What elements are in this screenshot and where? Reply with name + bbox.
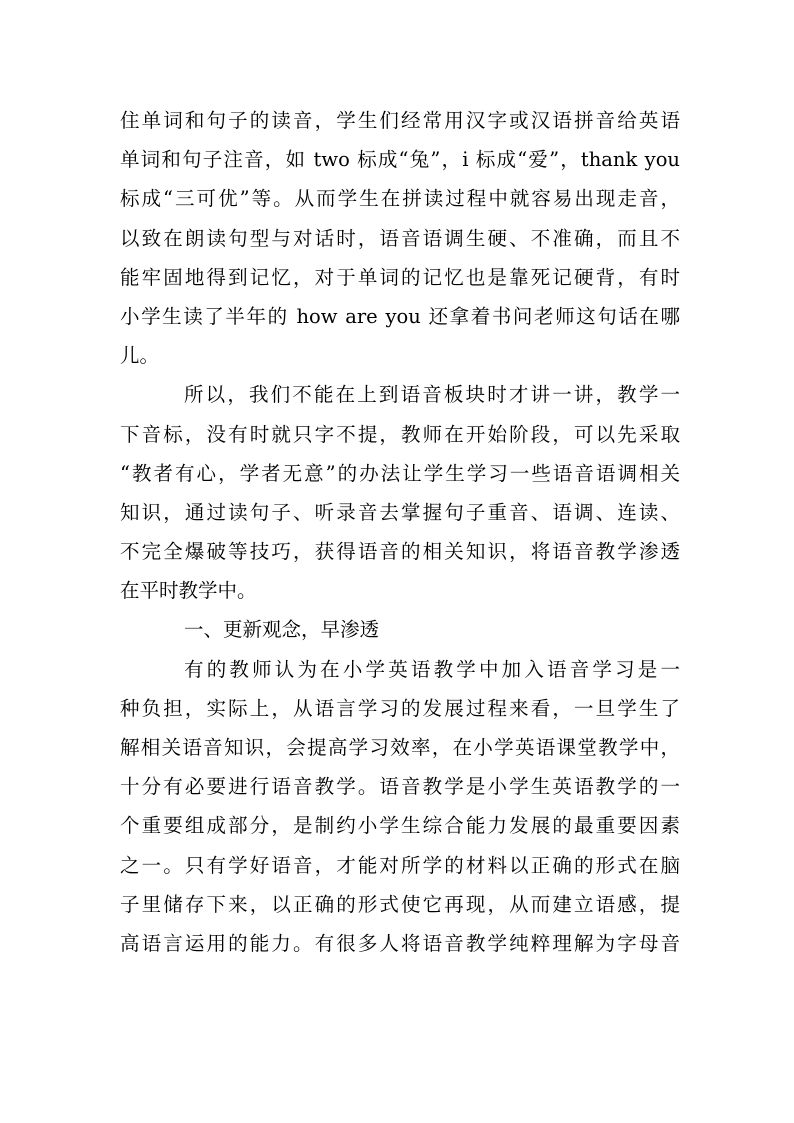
- text-line-19: 个重要组成部分，是制约小学生综合能力发展的最重要因素: [120, 814, 680, 838]
- text-line-10: “教者有心，学者无意”的办法让学生学习一些语音语调相关: [120, 461, 680, 485]
- section-heading: 一、更新观念，早渗透: [184, 618, 380, 642]
- text-line-11: 知识，通过读句子、听录音去掌握句子重音、语调、连读、: [120, 500, 680, 524]
- text-line-5: 能牢固地得到记忆，对于单词的记忆也是靠死记硬背，有时: [120, 265, 680, 289]
- document-body: [120, 101, 680, 963]
- text-line-9: 下音标，没有时就只字不提，教师在开始阶段，可以先采取: [120, 422, 680, 446]
- text-line-3: 标成“三可优”等。从而学生在拼读过程中就容易出现走音，: [120, 187, 680, 211]
- paragraph-start-line-15: 有的教师认为在小学英语教学中加入语音学习是一: [184, 657, 680, 681]
- text-line-21: 子里储存下来，以正确的形式使它再现，从而建立语感，提: [120, 892, 680, 916]
- text-line-17: 解相关语音知识，会提高学习效率，在小学英语课堂教学中，: [120, 736, 680, 759]
- text-line-2: 单词和句子注音，如 two 标成“兔”，i 标成“爱”，thank you: [120, 148, 680, 172]
- text-line-22: 高语言运用的能力。有很多人将语音教学纯粹理解为字母音: [120, 931, 680, 955]
- paragraph-start-line-8: 所以，我们不能在上到语音板块时才讲一讲，教学一: [184, 383, 680, 407]
- text-line-18: 十分有必要进行语音教学。语音教学是小学生英语教学的一: [120, 775, 680, 799]
- text-line-16: 种负担，实际上，从语言学习的发展过程来看，一旦学生了: [120, 696, 680, 720]
- text-line-7: 儿。: [120, 344, 160, 368]
- text-line-4: 以致在朗读句型与对话时，语音语调生硬、不准确，而且不: [120, 226, 680, 250]
- text-line-6: 小学生读了半年的 how are you 还拿着书问老师这句话在哪: [120, 304, 680, 328]
- text-line-13: 在平时教学中。: [120, 579, 257, 603]
- text-line-12: 不完全爆破等技巧，获得语音的相关知识，将语音教学渗透: [120, 540, 680, 564]
- text-line-20: 之一。只有学好语音，才能对所学的材料以正确的形式在脑: [120, 853, 680, 877]
- text-line-1: 住单词和句子的读音，学生们经常用汉字或汉语拼音给英语: [120, 109, 680, 132]
